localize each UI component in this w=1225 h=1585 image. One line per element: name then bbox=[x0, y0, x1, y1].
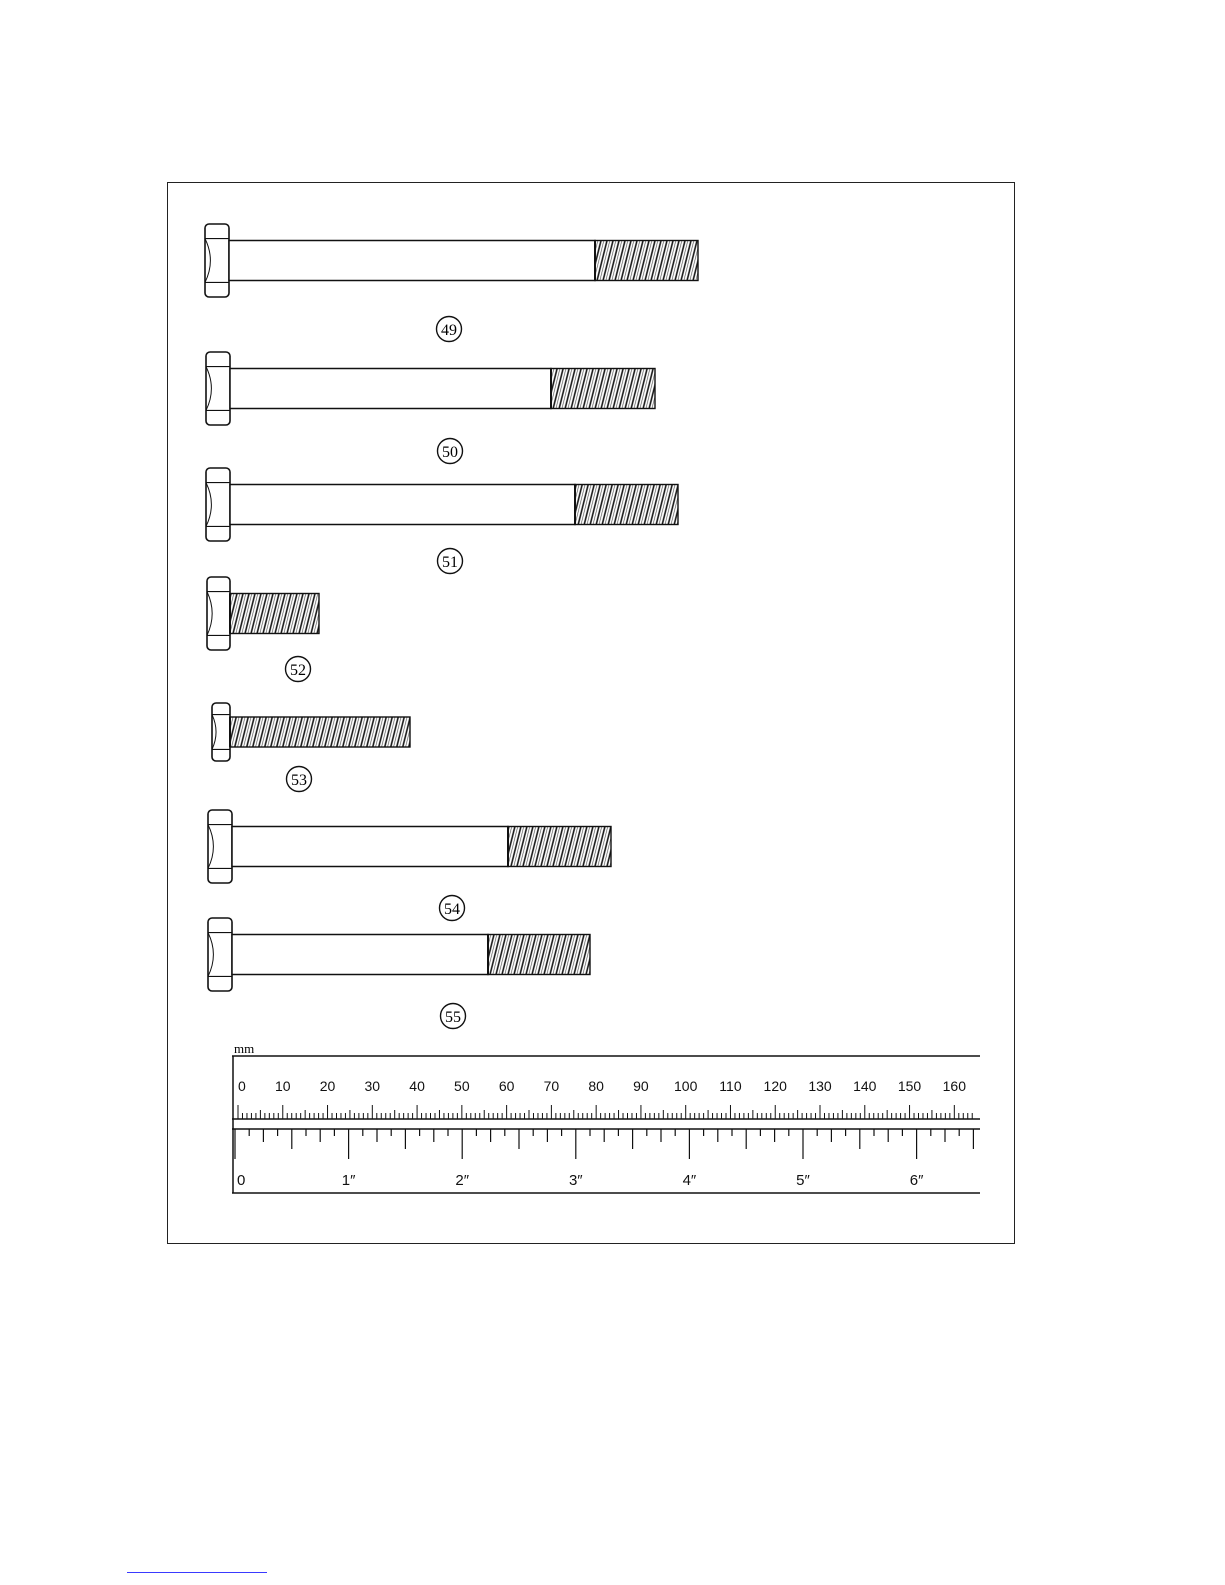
inch-label: 3″ bbox=[568, 1172, 583, 1189]
callout-52 bbox=[286, 657, 311, 682]
bolt-51 bbox=[206, 468, 678, 541]
bolt-thread bbox=[488, 935, 590, 975]
mm-label: 50 bbox=[454, 1078, 470, 1094]
inch-label: 1″ bbox=[341, 1172, 356, 1189]
bolt-head bbox=[207, 577, 230, 650]
mm-label: 20 bbox=[319, 1078, 336, 1094]
callout-53-label: 53 bbox=[291, 772, 307, 789]
bolt-head bbox=[206, 468, 230, 541]
mm-scale bbox=[238, 1078, 972, 1119]
inch-label: 2″ bbox=[455, 1172, 470, 1189]
measuring-ruler bbox=[232, 1041, 980, 1193]
ruler-unit-label: mm bbox=[234, 1041, 255, 1056]
mm-label: 40 bbox=[409, 1078, 425, 1094]
bolt-shank bbox=[229, 241, 595, 281]
inch-label: 4″ bbox=[682, 1172, 697, 1189]
bolt-shank bbox=[232, 827, 508, 867]
callout-50 bbox=[438, 439, 463, 464]
callout-52-label: 52 bbox=[290, 662, 306, 679]
callout-55-label: 55 bbox=[445, 1009, 461, 1026]
inch-scale bbox=[235, 1129, 973, 1189]
bolt-thread bbox=[551, 369, 655, 409]
callout-51-label: 51 bbox=[442, 554, 458, 571]
bolt-head bbox=[212, 703, 230, 761]
bolt-52 bbox=[207, 577, 319, 650]
bolt-shank bbox=[232, 935, 488, 975]
part-callouts bbox=[286, 317, 466, 1029]
mm-label: 130 bbox=[808, 1078, 832, 1094]
inch-label: 5″ bbox=[796, 1172, 810, 1189]
bolt-thread bbox=[595, 241, 698, 281]
bolt-shank bbox=[230, 369, 551, 409]
bolt-thread bbox=[508, 827, 611, 867]
bolt-group bbox=[205, 224, 698, 991]
mm-label: 160 bbox=[942, 1078, 966, 1094]
mm-label: 10 bbox=[274, 1078, 291, 1094]
mm-label: 90 bbox=[633, 1078, 649, 1094]
bolt-thread bbox=[230, 594, 319, 634]
mm-label: 80 bbox=[588, 1078, 604, 1094]
bolt-49 bbox=[205, 224, 698, 297]
bolt-thread bbox=[230, 717, 410, 747]
mm-label: 140 bbox=[853, 1078, 877, 1094]
mm-label: 70 bbox=[543, 1078, 560, 1094]
inch-label: 6″ bbox=[909, 1172, 924, 1189]
bolt-head bbox=[206, 352, 230, 425]
mm-label: 60 bbox=[498, 1078, 515, 1094]
inch-label: 0 bbox=[237, 1172, 246, 1189]
mm-label: 30 bbox=[364, 1078, 381, 1094]
callout-49-label: 49 bbox=[441, 322, 457, 339]
mm-label: 100 bbox=[674, 1078, 698, 1094]
bolt-shank bbox=[230, 485, 575, 525]
mm-label: 0 bbox=[238, 1078, 246, 1094]
mm-label: 110 bbox=[719, 1078, 742, 1094]
callout-49 bbox=[437, 317, 462, 342]
bolt-50 bbox=[206, 352, 655, 425]
bolt-thread bbox=[575, 485, 678, 525]
callout-53 bbox=[287, 767, 312, 792]
bolt-head bbox=[205, 224, 229, 297]
mm-label: 150 bbox=[897, 1078, 922, 1094]
callout-50-label: 50 bbox=[442, 444, 458, 461]
callout-54 bbox=[440, 896, 465, 921]
bolt-55 bbox=[208, 918, 590, 991]
bolt-head bbox=[208, 810, 232, 883]
page-link-underline[interactable] bbox=[127, 1572, 267, 1573]
callout-55 bbox=[441, 1004, 466, 1029]
bolt-54 bbox=[208, 810, 611, 883]
bolt-head bbox=[208, 918, 232, 991]
mm-label: 120 bbox=[763, 1078, 787, 1094]
callout-51 bbox=[438, 549, 463, 574]
callout-54-label: 54 bbox=[444, 901, 460, 918]
bolt-53 bbox=[212, 703, 410, 761]
